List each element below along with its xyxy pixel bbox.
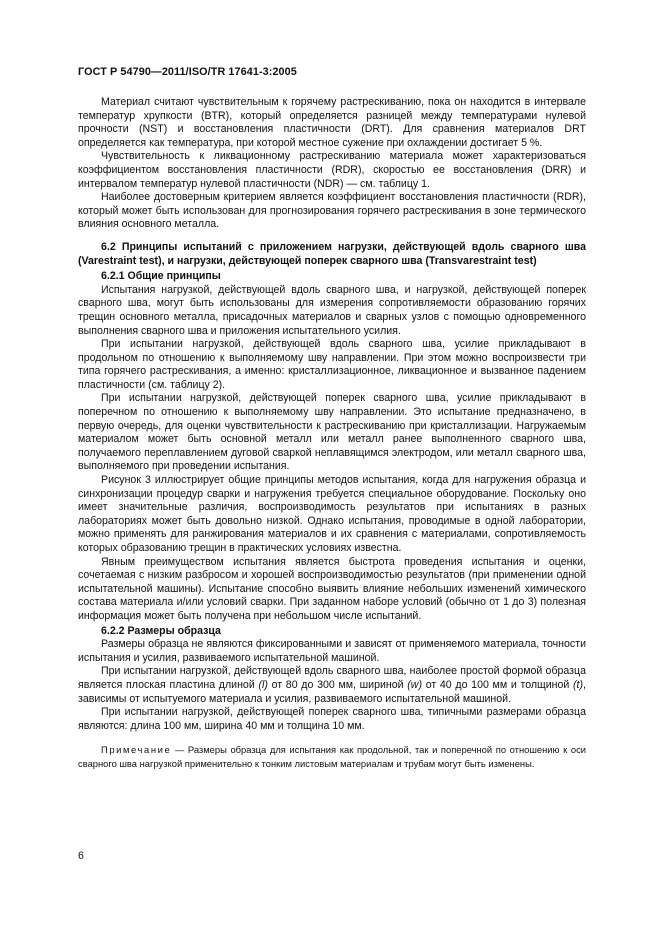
text-run: При испытании нагрузкой, действующей вдоль сварного шва, наиболее простой формой образца является плоская пластина длиной bbox=[78, 665, 586, 691]
paragraph-specimen-dimensions bbox=[78, 665, 586, 706]
symbol-thickness: (t) bbox=[573, 678, 584, 691]
paragraph: При испытании нагрузкой, действующей поперек сварного шва, усилие прикладывают в поперечном по отношению к выполняемому шву направлении. Это испытание предназначено, в первую очередь, для оценки чувствительности к растрескиванию при кристаллизации. Нагружаемым материалом может быть основной металл или металл ранее выполненного сварного шва, получаемого переплавлением дуговой сваркой неплавящимся электродом, или металл сварного шва, выполняемого при проведении испытания. bbox=[78, 392, 586, 473]
section-heading-6-2-2: 6.2.2 Размеры образца bbox=[101, 624, 221, 637]
text-run: , зависимы от испытуемого материала и усилия, развиваемого испытательной машиной. bbox=[78, 678, 586, 705]
text-run: от 40 до 100 мм и толщиной bbox=[421, 678, 574, 691]
text-run: от 80 до 300 мм, шириной bbox=[267, 678, 408, 691]
paragraph: Размеры образца не являются фиксированными и зависят от применяемого материала, точности испытания и усилия, развиваемого испытательной машиной. bbox=[78, 638, 586, 664]
note bbox=[78, 743, 586, 769]
paragraph: Явным преимуществом испытания является быстрота проведения испытания и оценки, сочетаемая с низким разбросом и хорошей воспроизводимостью результатов (при применении одной испытательной машины). Испытание способно выявить влияние небольших изменений химического состава материала и/или условий сварки. При заданном наборе условий (обычно от 1 до 3) полезная информация может быть получена при небольшом числе испытаний. bbox=[78, 555, 586, 622]
document-body bbox=[78, 96, 586, 770]
paragraph: Наиболее достоверным критерием является коэффициент восстановления пластичности (RDR), который может быть использован для прогнозирования горячего растрескивания в зоне термического влияния основного металла. bbox=[78, 191, 586, 231]
section-heading-6-2-1: 6.2.1 Общие принципы bbox=[101, 270, 221, 283]
note-label: Примечание bbox=[101, 744, 172, 756]
paragraph: Испытания нагрузкой, действующей вдоль сварного шва, и нагрузкой, действующей поперек сварного шва, могут быть использованы для измерения сопротивляемости образованию горячих трещин основного металла, присадочных материалов и сварных узлов с помощью одновременного выполнения сварного шва и приложения испытательного усилия. bbox=[78, 283, 586, 337]
paragraph: При испытании нагрузкой, действующей поперек сварного шва, типичными размерами образца являются: длина 100 мм, ширина 40 мм и толщина 10 мм. bbox=[78, 706, 586, 732]
paragraph: Чувствительность к ликвационному растрескиванию материала может характеризоваться коэффициентом восстановления пластичности (RDR), скоростью ее восстановления (DRR) и интервалом температур нулевой пластичности (NDR) — см. таблицу 1. bbox=[78, 150, 586, 190]
paragraph: Рисунок 3 иллюстрирует общие принципы методов испытания, когда для нагружения образца и синхронизации процедур сварки и нагружения требуется специальное оборудование. Поскольку оно имеет значительные различия, воспроизводимость результатов при испытаниях в разных лабораториях может быть довольно низкой. Однако испытания, проводимые в одной лаборатории, можно применять для ранжирования материалов и их сравнения с материалами, сопротивляемость которых образованию трещин в практических условиях известна. bbox=[78, 474, 586, 554]
paragraph: При испытании нагрузкой, действующей вдоль сварного шва, усилие прикладывают в продольном по отношению к выполняемому шву направлении. При этом можно воспроизвести три типа горячего растрескивания, а именно: кристаллизационное, ликвационное и вызванное падением пластичности (см. таблицу 2). bbox=[78, 338, 586, 391]
paragraph: Материал считают чувствительным к горячему растрескиванию, пока он находится в интервале температур хрупкости (BTR), который определяется разницей между температурами нулевой прочности (NST) и восстановления пластичности (DRT). Для сравнения материалов DRT определяется как температура, при которой местное сужение при охлаждении достигает 5 %. bbox=[78, 96, 586, 149]
symbol-width: (w) bbox=[407, 678, 422, 691]
page-number: 6 bbox=[78, 850, 84, 862]
section-heading-6-2: 6.2 Принципы испытаний с приложением нагрузки, действующей вдоль сварного шва (Varestraint test), и нагрузки, действующей поперек сварного шва (Transvarestraint test) bbox=[78, 240, 586, 267]
note-text: — Размеры образца для испытания как продольной, так и поперечной по отношению к оси сварного шва нагрузкой применительно к тонким листовым материалам и трубам могут быть изменены. bbox=[78, 744, 586, 769]
document-header: ГОСТ Р 54790—2011/ISO/TR 17641-3:2005 bbox=[78, 66, 297, 78]
symbol-length: (l) bbox=[258, 678, 268, 691]
